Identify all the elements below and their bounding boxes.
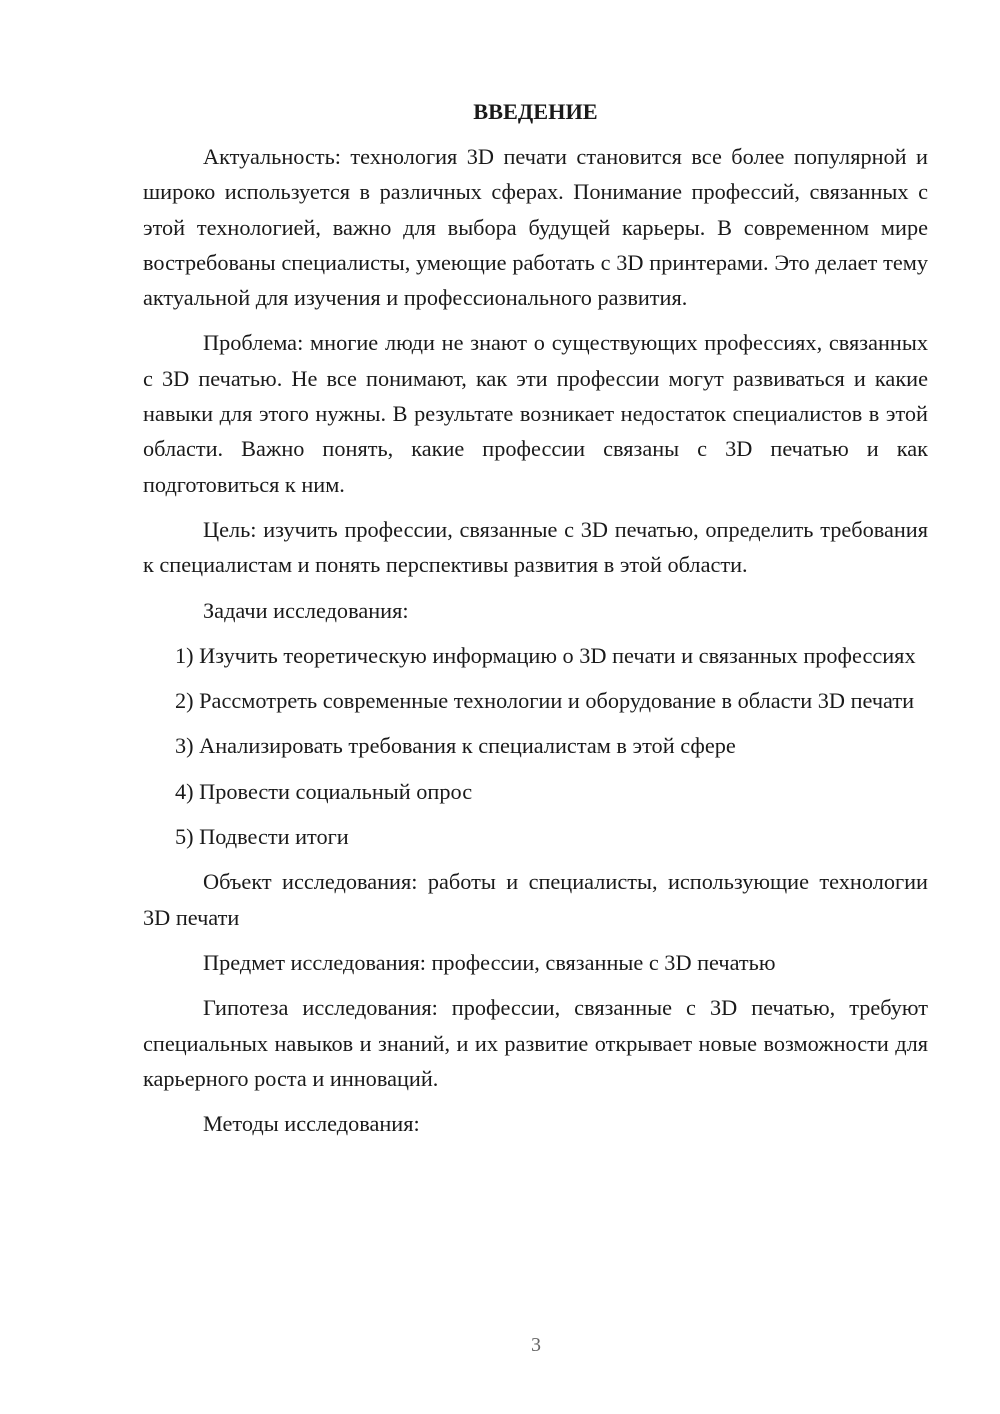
paragraph-problem: Проблема: многие люди не знают о существующих профессиях, связанных с 3D печатью. Не все понимают, как эти профессии могут развиваться и какие навыки для этого нужны. В результате возникает недостаток специалистов в этой области. Важно понять, какие профессии связаны с 3D печатью и как подготовиться к ним. [143, 330, 928, 497]
list-item: 3) Анализировать требования к специалистам в этой сфере [175, 733, 736, 759]
paragraph-hypothesis: Гипотеза исследования: профессии, связанные с 3D печатью, требуют специальных навыков и знаний, и их развитие открывает новые возможности для карьерного роста и инноваций. [143, 995, 928, 1091]
list-item: 5) Подвести итоги [175, 824, 349, 850]
section-title: ВВЕДЕНИЕ [473, 99, 598, 124]
list-item: 4) Провести социальный опрос [175, 778, 473, 804]
list-item: 1) Изучить теоретическую информацию о 3D печати и связанных профессиях [175, 642, 916, 668]
page-number: 3 [531, 1334, 541, 1356]
paragraph-goal: Цель: изучить профессии, связанные с 3D печатью, определить требования к специалистам и понять перспективы развития в этой области. [143, 516, 928, 578]
document-page [143, 94, 928, 1151]
paragraph-methods: Методы исследования: [203, 1111, 420, 1137]
paragraph-object: Объект исследования: работы и специалисты, использующие технологии 3D печати [143, 869, 928, 930]
paragraph-subject: Предмет исследования: профессии, связанные с 3D печатью [203, 949, 776, 975]
list-item: 2) Рассмотреть современные технологии и оборудование в области 3D печати [175, 688, 915, 714]
paragraph-tasks-heading: Задачи исследования: [203, 597, 409, 623]
paragraph-relevance: Актуальность: технология 3D печати становится все более популярной и широко используется в различных сферах. Понимание профессий, связанных с этой технологией, важно для выбора будущей карьеры. В современном мире востребованы специалисты, умеющие работать с 3D принтерами. Это делает тему актуальной для изучения и профессионального развития. [143, 144, 928, 311]
